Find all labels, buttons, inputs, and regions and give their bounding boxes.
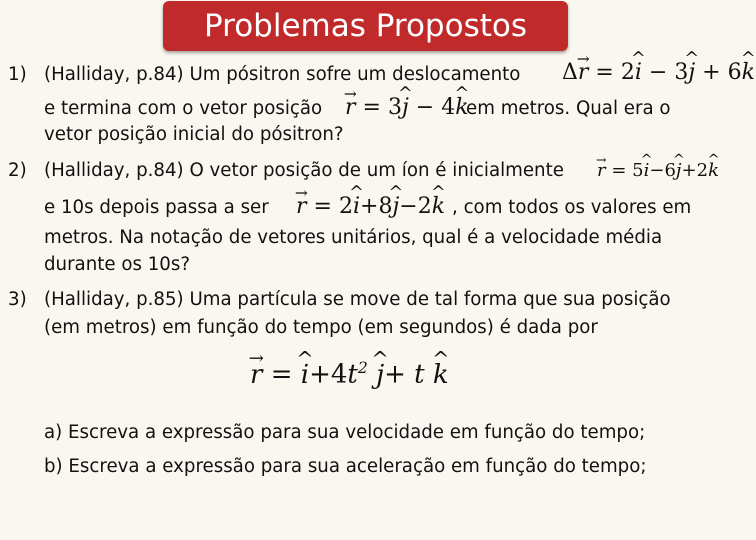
eq-text-2: [0, 0, 1, 1]
problem-2-line-1: (Halliday, p.84) O vetor posição de um íon é inicialmente: [44, 160, 564, 181]
problem-3-line-1: (Halliday, p.85) Uma partícula se move de tal forma que sua posição: [44, 289, 671, 310]
problem-3-item-b: b) Escreva a expressão para sua aceleração em função do tempo;: [44, 456, 647, 477]
problem-2-number: 2): [8, 160, 27, 181]
eq-text-5: [0, 0, 1, 1]
problem-3-position-equation: → r = ^ $i+4t^2$ ^ j+ t ^ k: [250, 361, 449, 388]
problem-1-line-1: (Halliday, p.84) Um pósitron sofre um deslocamento: [44, 64, 521, 85]
problem-2-initial-position-equation: → r = 5^ i−6^ j+2^ k: [597, 162, 719, 180]
problem-1-line-4: vetor posição inicial do pósitron?: [44, 124, 344, 145]
problem-2-line-3: , com todos os valores em: [452, 197, 692, 218]
eq-text-1: [0, 0, 1, 1]
problem-1-line-3: em metros. Qual era o: [466, 98, 671, 119]
problem-1-final-position-equation: → r = 3^ j − 4^ k: [345, 97, 469, 119]
problem-2-line-4: metros. Na notação de vetores unitários, qual é a velocidade média: [44, 227, 663, 248]
problem-2-line-2: e 10s depois passa a ser: [44, 197, 269, 218]
problem-3-line-2: (em metros) em função do tempo (em segundos) é dada por: [44, 317, 598, 338]
problem-2-line-5: durante os 10s?: [44, 254, 190, 275]
problem-1-number: 1): [8, 64, 27, 85]
problem-2-final-position-equation: → r = 2^ i+8^ j−2^ k: [296, 196, 445, 218]
problem-1-displacement-equation: Δ→ r = 2^ i − 3^ j + 6^ k: [562, 62, 755, 84]
problem-1-line-2: e termina com o vetor posição: [44, 98, 323, 119]
eq-text-3: [0, 0, 1, 1]
problem-3-number: 3): [8, 289, 27, 310]
problem-3-item-a: a) Escreva a expressão para sua velocidade em função do tempo;: [44, 422, 646, 443]
eq-text-4: [0, 0, 1, 1]
slide-title: Problemas Propostos: [163, 1, 568, 51]
